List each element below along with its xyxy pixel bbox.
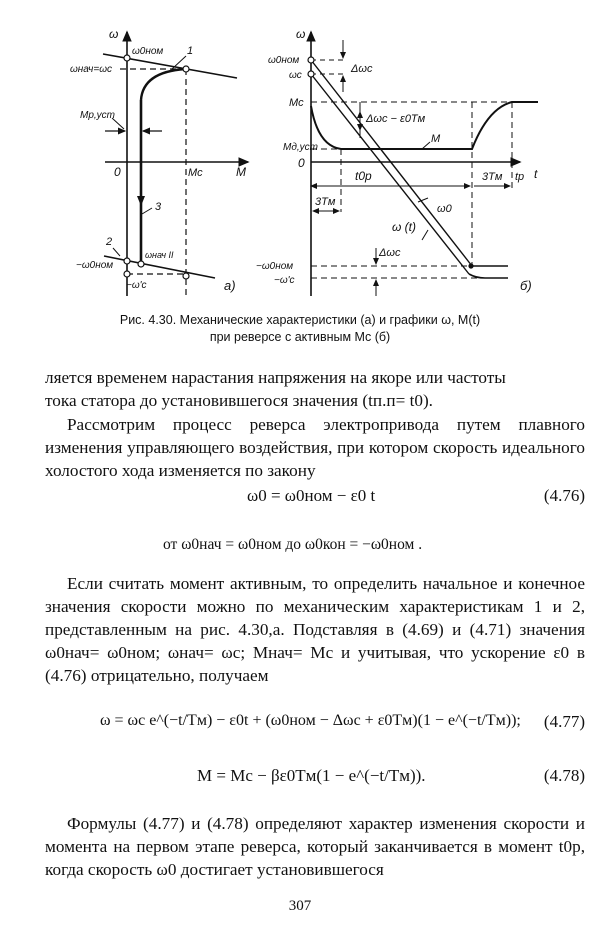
panel-a-mechanical-characteristics — [70, 27, 248, 296]
b-3Tm-left-label: 3Tм — [315, 196, 336, 208]
paragraph-1 — [45, 366, 585, 412]
a-curve2-label: 2 — [106, 236, 113, 248]
a-axis-omega-label: ω — [109, 27, 119, 41]
b-delta-omegac-bottom-label: Δωс — [379, 247, 401, 259]
b-t0p-label: t0р — [355, 169, 372, 183]
a-Mc-label: Mс — [188, 167, 203, 179]
equation-4-76-number: (4.76) — [543, 486, 585, 505]
paragraph-3-text: Если считать момент активным, то определить начальное и конечное значения скорости можно по механическим характеристикам 1 и 2, представленным на рис. 4.30,а. Подставляя в (4.69) и (4.71) значения ω0нач= ω0ном; ωнач= ωс; Mнач= Mс и учитывая, что ускорение ε0 в (4.76) отрицательно, получаем — [45, 574, 585, 685]
figure-4-30 — [0, 0, 600, 300]
caption-line-2: при реверсе с активным Mс (б) — [209, 330, 391, 344]
equation-4-77: ω = ωс e^(−t/Tм) − ε0t + (ω0ном − Δωс + ε0Tм)(1 − e^(−t/Tм)); — [100, 712, 521, 729]
b-omega0-label: ω0 — [437, 203, 452, 215]
paragraph-4-text: Формулы (4.77) и (4.78) определяют характер изменения скорости и момента на первом этапе реверса, который заканчивается в момент t0р, когда скорость ω0 достигает установившегося — [45, 814, 585, 879]
b-neg-omega0nom-label: −ω0ном — [256, 261, 294, 272]
b-tp-label: tр — [515, 171, 525, 183]
figure-svg — [0, 0, 600, 300]
a-origin-label: 0 — [114, 165, 121, 179]
a-omega0nom-label: ω0ном — [132, 46, 164, 57]
b-origin-label: 0 — [298, 156, 305, 170]
range-expression: от ω0нач = ω0ном до ω0кон = −ω0ном . — [163, 536, 423, 553]
b-omega0nom-label: ω0ном — [268, 55, 300, 66]
paragraph-1-line-1: ляется временем нарастания напряжения на якоре или частоты — [45, 368, 506, 387]
paragraph-4 — [45, 812, 585, 881]
a-omeganachII-label: ωнач II — [145, 250, 174, 260]
b-delta-omegac-label: Δωс — [351, 63, 373, 75]
b-neg-omegac-label: −ω'с — [274, 275, 295, 286]
b-M-label: M — [431, 133, 441, 145]
a-axis-M-label: M — [236, 165, 246, 179]
b-3Tm-right-label: 3Tм — [482, 171, 503, 183]
a-neg-omega0nom-label: −ω0ном — [76, 260, 114, 271]
a-panel-label: а) — [224, 278, 236, 293]
b-omega-t-label: ω (t) — [392, 220, 417, 234]
b-Md-ust-label: Mд,уст — [283, 142, 318, 153]
b-Mc-label: Mс — [289, 97, 304, 109]
equation-4-78-number: (4.78) — [543, 766, 585, 785]
a-curve3-label: 3 — [155, 201, 162, 213]
equation-4-78: M = Mс − βε0Tм(1 − e^(−t/Tм)). — [197, 766, 426, 785]
b-delta-minus-label: Δωс − ε0Tм — [366, 113, 426, 125]
paragraph-1-line-2: тока статора до установившегося значения (tп.п= t0). — [45, 391, 433, 410]
equation-4-77-number: (4.77) — [543, 712, 585, 731]
a-curve1-label: 1 — [187, 45, 194, 57]
a-Mp-ust-label: Mр,уст — [80, 110, 115, 121]
page-number: 307 — [288, 898, 312, 914]
b-panel-label: б) — [520, 278, 532, 293]
a-omeganach-label: ωнач=ωс — [70, 64, 112, 75]
paragraph-2 — [45, 413, 585, 482]
paragraph-2-text: Рассмотрим процесс реверса электропривода путем плавного изменения управляющего воздействия, при котором скорость идеального холостого хода изменяется по закону — [45, 415, 585, 480]
b-axis-omega-label: ω — [296, 27, 306, 41]
panel-b-time-graphs — [256, 27, 538, 296]
b-axis-t-label: t — [534, 167, 538, 181]
a-neg-omegac-label: −ω'с — [126, 280, 147, 291]
paragraph-3 — [45, 572, 585, 687]
equation-4-76: ω0 = ω0ном − ε0 t — [247, 486, 376, 505]
caption-line-1: Рис. 4.30. Механические характеристики (а) и графики ω, M(t) — [119, 313, 481, 327]
figure-caption — [60, 312, 540, 346]
b-omegac-label: ωс — [289, 70, 302, 81]
